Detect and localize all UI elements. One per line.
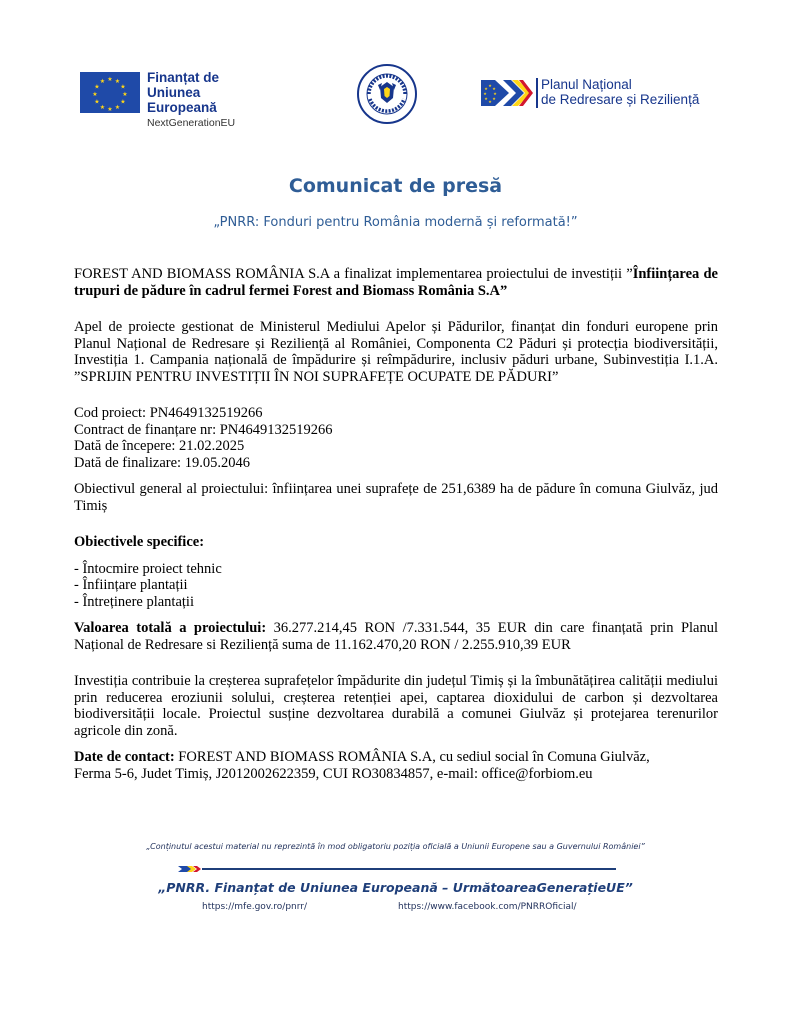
pnrr-logo-line2: de Redresare și Reziliență (541, 92, 700, 107)
pnrr-logo (481, 76, 721, 110)
footer-disclaimer: „Conținutul acestui material nu reprezintă în mod obligatoriu poziția oficială a Uniunii Europene sau a Guvernului României” (146, 842, 645, 851)
svg-text:★: ★ (493, 91, 497, 96)
page-subtitle: „PNRR: Fonduri pentru România modernă și reformată!” (213, 215, 578, 230)
mfe-link[interactable]: https://mfe.gov.ro/pnrr/ (202, 902, 308, 912)
list-item: - Întocmire proiect tehnic (74, 560, 222, 577)
detail-project-code: Cod proiect: PN4649132519266 (74, 405, 263, 421)
specific-objectives-list (74, 561, 718, 611)
total-value-text: 36.277.214,45 RON /7.331.544, 35 EUR din care finanțată prin Planul Național de Redresare si Reziliență suma de 11.162.470,20 RON / 2.255.910,39 EUR (74, 620, 718, 653)
specific-objectives-heading: Obiectivele specifice: (74, 534, 205, 550)
pnrr-flag-arrows-icon (481, 76, 533, 110)
call-paragraph: Apel de proiecte gestionat de Ministerul Mediului Apelor și Pădurilor, finanțat din fonduri europene prin Planul Național de Redresare și Reziliență al României, Componenta C2 Păduri și protecția biodiversității, Investiția 1. Campania națională de împădurire și reîmpădurire, inclusiv păduri urbane, Subinvestiția I.1.A. ”SPRIJIN PENTRU INVESTIȚII ÎN NOI SUPRAFEȚE OCUPATE DE PĂDURI” (74, 319, 718, 385)
total-value-paragraph (74, 620, 718, 653)
intro-paragraph (74, 266, 718, 299)
guvernul-romaniei-seal-icon (356, 63, 418, 125)
svg-text:★: ★ (120, 98, 126, 106)
svg-text:★: ★ (94, 98, 100, 106)
contact-text-1: FOREST AND BIOMASS ROMÂNIA S.A, cu sediul social în Comuna Giulvăz, (174, 749, 650, 765)
general-objective: Obiectivul general al proiectului: înființarea unei suprafețe de 251,6389 ha de pădure în comuna Giulvăz, jud Timiș (74, 481, 718, 514)
page-title: Comunicat de presă (288, 175, 503, 197)
detail-start-date: Dată de începere: 21.02.2025 (74, 438, 245, 454)
pnrr-logo-text (541, 77, 699, 107)
impact-paragraph: Investiția contribuie la creșterea suprafețelor împădurite din județul Timiș și la îmbunătățirea calității mediului prin reducerea eroziunii solului, creșterea retenției apei, captarea dioxidului de carbon și dezvoltarea biodiversității locale. Proiectul susține dezvoltarea durabilă a comunei Giulvăz și protejarea terenurilor agricole din zonă. (74, 673, 718, 739)
project-details (74, 405, 718, 471)
svg-text:★: ★ (92, 91, 98, 98)
eu-logo-line2: Uniunea Europeană (147, 85, 217, 115)
pnrr-logo-divider (536, 78, 538, 108)
svg-text:★: ★ (484, 96, 488, 101)
eu-funding-logo (80, 70, 270, 129)
contact-line1 (74, 749, 718, 766)
eu-logo-line3: NextGenerationEU (147, 117, 236, 129)
eu-logo-line1: Finanțat de (147, 70, 220, 85)
press-release-body (74, 266, 718, 782)
svg-text:★: ★ (99, 104, 106, 111)
facebook-link[interactable]: https://www.facebook.com/PNRROficial/ (398, 902, 577, 912)
eu-flag-icon (80, 72, 140, 113)
svg-text:★: ★ (114, 78, 121, 85)
list-item: - Întreținere plantații (74, 593, 194, 610)
svg-text:★: ★ (107, 76, 113, 83)
svg-text:★: ★ (488, 99, 492, 104)
svg-text:★: ★ (484, 86, 488, 91)
svg-text:★: ★ (107, 106, 113, 113)
svg-text:★: ★ (94, 83, 100, 91)
footer-slogan: „PNRR. Finanțat de Uniunea Europeană – UrmătoareaGenerațieUE” (158, 880, 633, 895)
contact-line2: Ferma 5-6, Judet Timiș, J2012002622359, CUI RO30834857, e-mail: office@forbiom.eu (74, 765, 593, 782)
svg-text:★: ★ (483, 91, 487, 96)
svg-text:★: ★ (122, 91, 128, 98)
svg-text:★: ★ (492, 86, 496, 91)
detail-end-date: Dată de finalizare: 19.05.2046 (74, 454, 250, 471)
total-value-label: Valoarea totală a proiectului: (74, 620, 267, 636)
svg-text:★: ★ (492, 96, 496, 101)
project-name: Înființarea de trupuri de pădure în cadrul fermei Forest and Biomass România S.A” (74, 266, 718, 299)
svg-text:★: ★ (114, 104, 121, 111)
contact-label: Date de contact: (74, 749, 175, 765)
eu-logo-text (147, 70, 270, 130)
svg-text:★: ★ (99, 78, 106, 85)
pnrr-logo-line1: Planul Național (541, 77, 632, 92)
list-item: - Înființare plantații (74, 577, 188, 593)
intro-text: FOREST AND BIOMASS ROMÂNIA S.A a finalizat implementarea proiectului de investiții ” (74, 266, 633, 282)
detail-contract-number: Contract de finanțare nr: PN4649132519266 (74, 421, 333, 438)
footer-divider (178, 864, 616, 874)
svg-text:★: ★ (488, 83, 492, 88)
svg-text:★: ★ (120, 83, 126, 91)
